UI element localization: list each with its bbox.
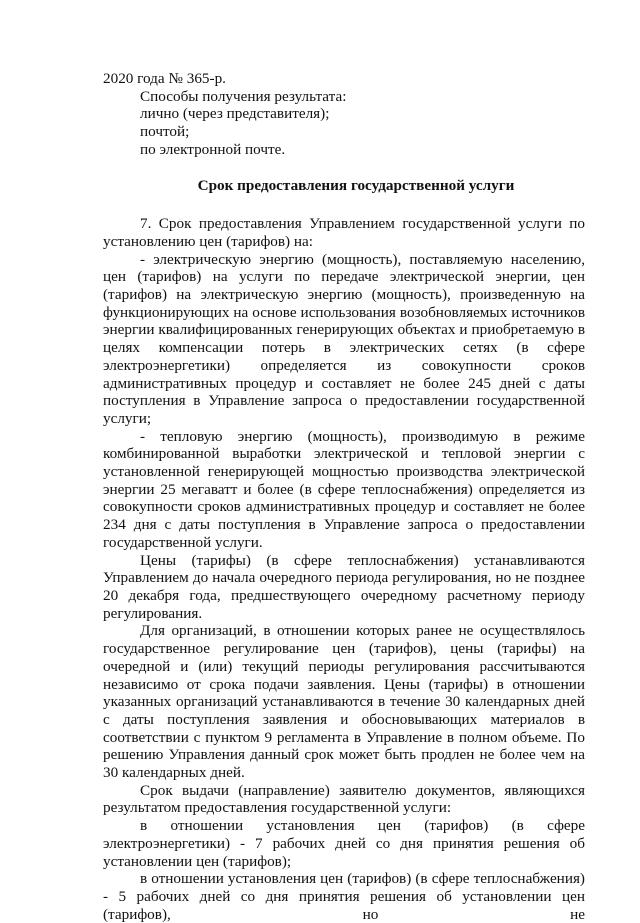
paragraph-electric-energy: - электрическую энергию (мощность), поставляемую населению, цен (тарифов) на услуги по передаче электрической энергии, цен (тарифов) на электрическую энергию (мощность), произведенную на функционирующих на основе использования возобновляемых источников энергии квалифицированных генерирующих объектах и приобретаемую в целях компенсации потерь в электрических сетях (в сфере электроэнергетики) определяется из совокупности сроков административных процедур и составляет не более 245 дней с даты поступления в Управление запроса о предоставлении государственной услуги;: [103, 250, 585, 427]
intro-line: 2020 года № 365-р.: [103, 70, 226, 87]
paragraph-issue-term: Срок выдачи (направление) заявителю документов, являющихся результатом предоставления государственной услуги:: [103, 781, 585, 817]
paragraph-7: 7. Срок предоставления Управлением государственной услуги по установлению цен (тарифов) на:: [103, 215, 585, 250]
section-heading: Срок предоставления государственной услуги: [197, 176, 515, 194]
way-personal: лично (через представителя);: [140, 105, 330, 123]
paragraph-new-organizations: Для организаций, в отношении которых ранее не осуществлялось государственное регулирование цен (тарифов), цены (тарифы) на очередной и (или) текущий периоды регулирования рассчитываются независимо от срока подачи заявления. Цены (тарифы) в отношении указанных организаций устанавливаются в течение 30 календарных дней с даты поступления заявления и обосновывающих материалов в соответствии с пунктом 9 регламента в Управление в полном объеме. По решению Управления данный срок может быть продлен не более чем на 30 календарных дней.: [103, 622, 585, 782]
paragraph-heat-tariffs: Цены (тарифы) (в сфере теплоснабжения) устанавливаются Управлением до начала очередного периода регулирования, но не позднее 20 декабря года, предшествующего очередному расчетному периоду регулирования.: [103, 551, 585, 622]
paragraph-heat-issue: в отношении установления цен (тарифов) (в сфере теплоснабжения) - 5 рабочих дней со дня принятия решения об установлении цен (тарифов), но не: [103, 870, 585, 923]
way-email: по электронной почте.: [140, 140, 286, 158]
paragraph-electricity-issue: в отношении установления цен (тарифов) (в сфере электроэнергетики) - 7 рабочих дней со дня принятия решения об установлении цен (тарифов);: [103, 817, 585, 870]
document-page: [103, 70, 585, 923]
ways-title: Способы получения результата:: [140, 87, 347, 105]
paragraph-heat-energy: - тепловую энергию (мощность), производимую в режиме комбинированной выработки электрической и тепловой энергии с установленной генерирующей мощностью производства электрической энергии 25 мегаватт и более (в сфере теплоснабжения) определяется из совокупности сроков административных процедур и составляет не более 234 дня с даты поступления в Управление запроса о предоставлении государственной услуги.: [103, 427, 585, 551]
way-post: почтой;: [140, 123, 190, 141]
